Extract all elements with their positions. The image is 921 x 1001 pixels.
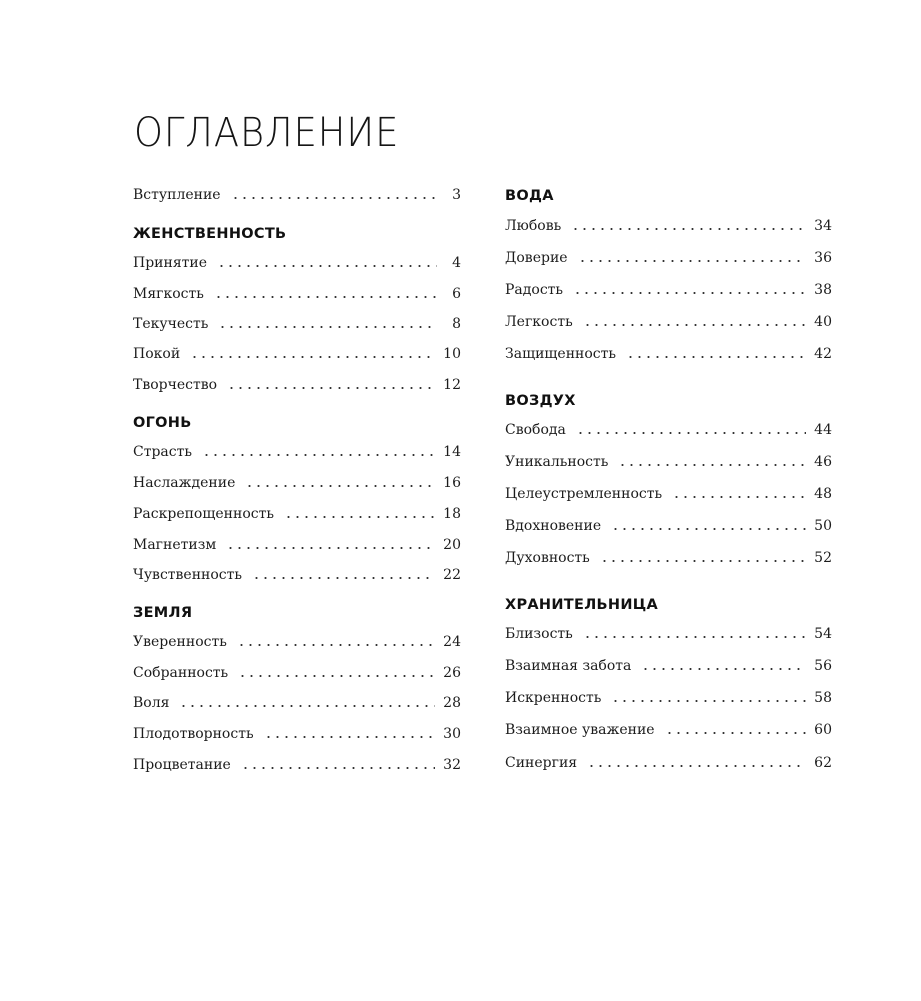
toc-entry-label: Наслаждение <box>133 475 236 491</box>
dot-leader <box>576 431 806 435</box>
toc-entry-page: 62 <box>814 755 832 771</box>
toc-entry-label: Мягкость <box>133 286 204 302</box>
dot-leader <box>241 766 435 770</box>
toc-entry-label: Защищенность <box>505 346 617 362</box>
toc-entry-page: 6 <box>452 286 461 302</box>
toc-entry-page: 42 <box>814 346 832 362</box>
toc-entry-label: Свобода <box>505 422 566 438</box>
toc-entry[interactable] <box>133 534 461 556</box>
toc-entry-label: Собранность <box>133 665 229 681</box>
toc-entry-page: 8 <box>452 316 461 332</box>
toc-entry[interactable] <box>505 655 832 677</box>
toc-entry[interactable] <box>505 623 832 645</box>
dot-leader <box>573 291 806 295</box>
dot-leader <box>583 323 806 327</box>
toc-entry[interactable] <box>133 723 461 745</box>
toc-entry-page: 40 <box>814 314 832 330</box>
toc-entry-page: 22 <box>443 567 461 583</box>
toc-entry-page: 54 <box>814 626 832 642</box>
toc-entry-page: 38 <box>814 282 832 298</box>
toc-entry-label: Искренность <box>505 690 602 706</box>
toc-entry[interactable] <box>505 343 832 365</box>
toc-entry[interactable] <box>133 631 461 653</box>
dot-leader <box>618 463 806 467</box>
toc-entry-label: Целеустремленность <box>505 486 663 502</box>
toc-entry-intro[interactable] <box>133 184 461 206</box>
toc-entry-page: 48 <box>814 486 832 502</box>
toc-entry-page: 24 <box>443 634 461 650</box>
toc-entry-page: 30 <box>443 726 461 742</box>
toc-entry-label: Процветание <box>133 757 231 773</box>
dot-leader <box>578 259 807 263</box>
toc-entry[interactable] <box>505 311 832 333</box>
toc-entry-label: Чувственность <box>133 567 242 583</box>
dot-leader <box>600 559 806 563</box>
toc-entry[interactable] <box>505 247 832 269</box>
toc-entry-page: 20 <box>443 537 461 553</box>
section-heading-air: ВОЗДУХ <box>505 393 576 409</box>
toc-entry-page: 10 <box>443 346 461 362</box>
toc-entry-label: Покой <box>133 346 181 362</box>
toc-entry-page: 34 <box>814 218 832 234</box>
section-heading-femininity: ЖЕНСТВЕННОСТЬ <box>133 226 287 242</box>
toc-entry-label: Уникальность <box>505 454 609 470</box>
toc-entry[interactable] <box>133 441 461 463</box>
toc-entry-label: Духовность <box>505 550 590 566</box>
toc-entry-page: 50 <box>814 518 832 534</box>
toc-entry[interactable] <box>133 503 461 525</box>
toc-entry-page: 12 <box>443 377 461 393</box>
toc-entry[interactable] <box>505 483 832 505</box>
toc-entry[interactable] <box>505 719 832 741</box>
toc-entry[interactable] <box>505 279 832 301</box>
toc-entry-label: Уверенность <box>133 634 227 650</box>
toc-entry-label: Страсть <box>133 444 192 460</box>
dot-leader <box>672 495 806 499</box>
dot-leader <box>264 735 436 739</box>
dot-leader <box>226 546 435 550</box>
toc-entry-page: 4 <box>452 255 461 271</box>
dot-leader <box>284 515 435 519</box>
toc-entry-label: Раскрепощенность <box>133 506 274 522</box>
toc-entry-page: 3 <box>452 187 461 203</box>
section-heading-keeper: ХРАНИТЕЛЬНИЦА <box>505 597 659 613</box>
toc-entry[interactable] <box>133 754 461 776</box>
toc-entry-label: Магнетизм <box>133 537 217 553</box>
toc-entry-label: Любовь <box>505 218 562 234</box>
dot-leader <box>571 227 806 231</box>
toc-entry[interactable] <box>505 547 832 569</box>
dot-leader <box>217 264 437 268</box>
toc-entry[interactable] <box>505 515 832 537</box>
toc-entry-page: 60 <box>814 722 832 738</box>
toc-entry-page: 36 <box>814 250 832 266</box>
section-heading-water: ВОДА <box>505 188 554 204</box>
toc-entry-label: Плодотворность <box>133 726 254 742</box>
dot-leader <box>611 699 806 703</box>
dot-leader <box>237 643 435 647</box>
toc-entry[interactable] <box>133 472 461 494</box>
toc-entry-label: Текучесть <box>133 316 209 332</box>
toc-entry[interactable] <box>505 687 832 709</box>
toc-entry-label: Легкость <box>505 314 573 330</box>
dot-leader <box>245 484 435 488</box>
toc-entry[interactable] <box>505 419 832 441</box>
dot-leader <box>190 355 435 359</box>
toc-entry[interactable] <box>133 343 461 365</box>
toc-entry-page: 46 <box>814 454 832 470</box>
toc-entry-page: 58 <box>814 690 832 706</box>
dot-leader <box>583 635 806 639</box>
dot-leader <box>227 386 435 390</box>
toc-entry[interactable] <box>133 564 461 586</box>
toc-entry-label: Принятие <box>133 255 208 271</box>
section-heading-earth: ЗЕМЛЯ <box>133 605 193 621</box>
toc-entry-label: Взаимное уважение <box>505 722 655 738</box>
toc-entry-page: 26 <box>443 665 461 681</box>
toc-entry[interactable] <box>133 313 461 335</box>
dot-leader <box>214 295 437 299</box>
toc-entry-page: 52 <box>814 550 832 566</box>
dot-leader <box>611 527 806 531</box>
toc-entry[interactable] <box>505 215 832 237</box>
toc-entry-label: Радость <box>505 282 564 298</box>
page-title: ОГЛАВЛЕНИЕ <box>134 110 400 156</box>
dot-leader <box>665 731 807 735</box>
dot-leader <box>626 355 806 359</box>
toc-entry-page: 18 <box>443 506 461 522</box>
toc-entry-page: 28 <box>443 695 461 711</box>
toc-entry-label: Доверие <box>505 250 568 266</box>
toc-entry-page: 16 <box>443 475 461 491</box>
toc-entry-page: 32 <box>443 757 461 773</box>
dot-leader <box>231 196 437 200</box>
toc-entry-label: Творчество <box>133 377 218 393</box>
toc-entry[interactable] <box>133 692 461 714</box>
toc-entry-page: 44 <box>814 422 832 438</box>
dot-leader <box>587 764 806 768</box>
dot-leader <box>202 453 435 457</box>
toc-entry-label: Вдохновение <box>505 518 602 534</box>
dot-leader <box>641 667 806 671</box>
toc-entry[interactable] <box>133 283 461 305</box>
section-heading-fire: ОГОНЬ <box>133 415 192 431</box>
toc-entry[interactable] <box>133 374 461 396</box>
toc-entry-label: Близость <box>505 626 573 642</box>
dot-leader <box>238 674 435 678</box>
dot-leader <box>218 325 437 329</box>
toc-entry[interactable] <box>505 752 832 774</box>
toc-entry[interactable] <box>133 662 461 684</box>
dot-leader <box>179 704 435 708</box>
dot-leader <box>252 576 435 580</box>
toc-entry-page: 14 <box>443 444 461 460</box>
toc-entry-label: Вступление <box>133 187 221 203</box>
toc-entry-label: Воля <box>133 695 170 711</box>
toc-entry-page: 56 <box>814 658 832 674</box>
toc-entry[interactable] <box>505 451 832 473</box>
toc-entry[interactable] <box>133 252 461 274</box>
toc-entry-label: Синергия <box>505 755 578 771</box>
toc-entry-label: Взаимная забота <box>505 658 632 674</box>
